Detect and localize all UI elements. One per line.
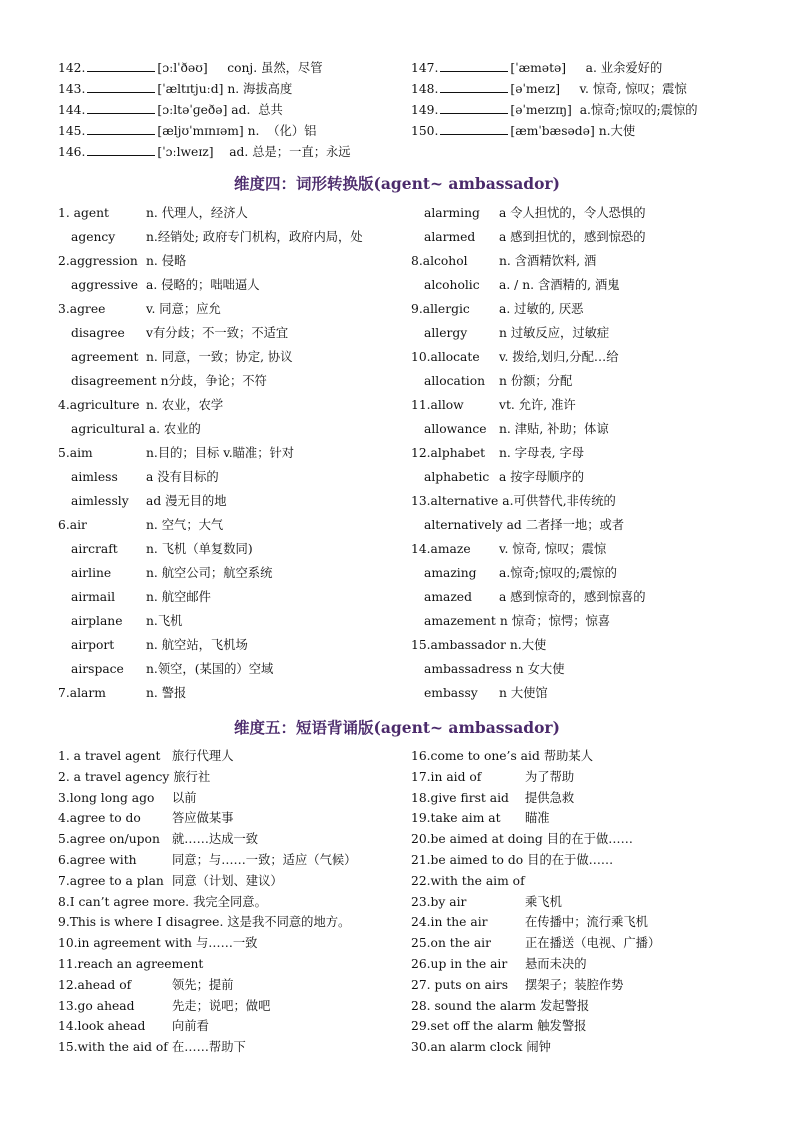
phrase-english: 23.by air [411,894,467,909]
phrase-english: 26.up in the air [411,957,508,971]
word: aggressive [71,278,139,292]
phrase-row [58,957,207,972]
phrase-chinese: 就……达成一致 [172,832,259,847]
phrase-english: 13.go ahead [58,998,135,1013]
word: 6.air [58,518,87,532]
phrase-row [411,999,589,1014]
phrase-english: 9.This is where I disagree. [58,915,224,930]
word: amazing [424,566,477,580]
phrase-english: 16.come to one’s aid [411,749,540,763]
phrase-chinese: 与……一致 [195,936,258,951]
wordform-row [58,446,294,461]
vocab-phonetic: [ɔːlˈðəʊ] [157,61,208,75]
word-definition: a 令人担忧的，令人恐惧的 [499,206,646,220]
phrase-chinese: 我完全同意。 [193,894,267,909]
wordform-row [58,686,186,701]
phrase-row [58,1040,246,1055]
wordform-row [424,374,572,389]
word-definition: a 按字母顺序的 [499,470,585,484]
word: agreement [71,350,139,364]
answer-blank[interactable] [440,123,508,135]
wordform-row [411,638,546,653]
word: 4.agriculture [58,398,140,412]
phrase-row [411,1019,586,1034]
phrase-english: 18.give first aid [411,790,509,805]
phrase-row [411,874,529,889]
word: amazed [424,590,472,604]
word: disagreement [71,374,157,388]
phrase-row [411,749,593,764]
phrase-row [411,853,613,868]
phrase-chinese: 这是我不同意的地方。 [227,915,351,930]
phrase-english: 2. a travel agency [58,769,170,784]
word-definition: a 没有目标的 [146,470,219,484]
phrase-row [58,999,270,1014]
wordform-row [424,230,646,245]
word: alphabetic [424,470,490,484]
word: alarming [424,206,480,220]
section-4-title: 维度四：词形转换版(agent~ ambassador) [234,174,560,193]
word: 8.alcohol [411,254,468,268]
word: aircraft [71,542,118,556]
phrase-english: 17.in aid of [411,769,482,784]
phrase-chinese: 乘飞机 [525,894,562,909]
word: 11.allow [411,398,464,412]
word: airport [71,638,115,652]
vocab-number: 144. [58,103,86,117]
phrase-english: 8.I can’t agree more. [58,894,190,909]
phrase-english: 25.on the air [411,936,491,951]
phrase-row [411,791,574,806]
phrase-chinese: 瞄准 [525,811,550,826]
wordform-row [71,662,273,677]
wordform-row [58,206,248,221]
vocab-item [411,60,662,76]
phrase-chinese: 悬而未决的 [525,957,587,971]
vocab-gloss: ad. 总是；一直；永远 [229,145,351,159]
vocab-phonetic: [ɔːltəˈɡeðə] ad. [157,103,251,117]
vocab-number: 150. [411,124,439,138]
word: 5.aim [58,446,93,460]
word: airmail [71,590,115,604]
word: agency [71,230,116,244]
phrase-english: 20.be aimed at doing [411,832,543,847]
phrase-chinese: 目的在于做…… [527,853,614,867]
answer-blank[interactable] [87,102,155,114]
word-definition: n. 航空站，飞机场 [146,638,248,652]
word-definition: n.大使 [509,638,547,652]
word: embassy [424,686,478,700]
word: 2.aggression [58,254,138,268]
phrase-chinese: 同意（计划、建议） [172,873,283,888]
word: ambassadress [424,662,512,676]
wordform-row [411,302,583,317]
wordform-row [424,326,609,341]
wordform-row [58,398,223,413]
word-definition: n.目的；目标 v.瞄准；针对 [146,446,295,460]
phrase-english: 6.agree with [58,853,137,867]
wordform-row [71,470,219,485]
word: allowance [424,422,487,436]
wordform-row [71,326,288,341]
wordform-row [71,350,293,365]
wordform-row [71,542,253,557]
vocab-phonetic: [æmˈbæsədə] [510,124,595,138]
vocab-phonetic: [əˈmeɪzɪŋ] [510,103,572,117]
word: alcoholic [424,278,480,292]
wordform-row [411,254,596,269]
phrase-chinese: 先走；说吧；做吧 [172,998,271,1013]
vocab-gloss: n.大使 [598,124,636,138]
wordform-row [424,422,609,437]
phrase-chinese: 闹钟 [526,1040,551,1055]
vocab-item [411,81,687,97]
wordform-row [58,302,221,317]
phrase-chinese: 旅行社 [173,769,211,784]
phrase-row [411,957,587,972]
phrase-row [58,895,267,910]
word: aimlessly [71,494,129,508]
vocab-gloss: a.惊奇;惊叹的;震惊的 [579,103,698,117]
wordform-row [424,518,624,533]
word: airline [71,566,112,580]
word: 14.amaze [411,542,471,556]
vocab-phonetic: [ˈæltɪtjuːd] [157,82,224,96]
phrase-english: 11.reach an agreement [58,957,204,971]
vocab-number: 142. [58,61,86,75]
word-definition: ad 漫无目的地 [146,494,227,508]
vocab-number: 149. [411,103,439,117]
word-definition: v. 拨给,划归,分配…给 [499,350,619,364]
phrase-row [411,1040,551,1055]
wordform-row [424,662,565,677]
phrase-english: 27. puts on airs [411,977,509,992]
wordform-row [411,446,584,461]
wordform-row [71,590,211,605]
vocab-number: 148. [411,82,439,96]
word: alternatively [424,518,503,532]
phrase-row [58,770,210,785]
vocab-item [58,123,316,139]
word-definition: n. 空气；大气 [146,518,224,532]
word: allergy [424,326,468,340]
wordform-row [71,374,267,389]
word-definition: n. 津贴, 补助；体谅 [499,422,609,436]
phrase-row [58,811,234,826]
wordform-row [424,206,646,221]
wordform-row [71,494,227,509]
phrase-chinese: 向前看 [172,1019,209,1034]
word: 12.alphabet [411,446,486,460]
phrase-chinese: 摆架子；装腔作势 [525,977,624,992]
phrase-english: 4.agree to do [58,811,141,826]
phrase-english: 19.take aim at [411,811,501,826]
phrase-row [411,936,660,951]
wordform-row [424,590,646,605]
phrase-chinese: 答应做某事 [172,811,234,826]
section-5-title: 维度五：短语背诵版(agent~ ambassador) [234,718,560,737]
phrase-english: 24.in the air [411,915,488,930]
word-definition: a. 农业的 [148,422,201,436]
vocab-item [58,81,292,97]
phrase-english: 7.agree to a plan [58,873,164,888]
word: aimless [71,470,118,484]
wordform-row [71,566,272,581]
word-definition: a 感到担忧的，感到惊恐的 [499,230,646,244]
answer-blank[interactable] [87,123,155,135]
word-definition: n. 警报 [146,686,187,700]
phrase-chinese: 帮助某人 [543,749,594,763]
word-definition: a.可供替代,非传统的 [502,494,616,508]
answer-blank[interactable] [440,60,508,72]
word: 13.alternative [411,494,499,508]
vocab-gloss: n. 海拔高度 [227,82,293,96]
phrase-row [58,936,257,951]
vocab-gloss: 总共 [258,103,283,117]
phrase-chinese: 触发警报 [537,1019,587,1034]
wordform-row [411,494,616,509]
answer-blank[interactable] [87,60,155,72]
word-definition: n.飞机 [146,614,183,628]
word: amazement [424,614,496,628]
word-definition: a.惊奇;惊叹的;震惊的 [499,566,617,580]
phrase-chinese: 为了帮助 [525,769,575,784]
phrase-english: 30.an alarm clock [411,1040,523,1055]
phrase-row [58,915,350,930]
word-definition: a. / n. 含酒精的, 酒鬼 [499,278,620,292]
vocab-item [58,102,283,118]
wordform-row [71,230,363,245]
phrase-chinese: 发起警报 [539,998,590,1013]
phrase-english: 22.with the aim of [411,873,525,888]
phrase-row [411,811,550,826]
vocab-item [411,102,698,118]
phrase-row [411,895,562,910]
answer-blank[interactable] [440,102,508,114]
word-definition: n 惊奇；惊愕；惊喜 [499,614,611,628]
word-definition: v有分歧；不一致；不适宜 [146,326,289,340]
phrase-row [58,874,283,889]
phrase-chinese: 领先；提前 [172,977,234,992]
word-definition: a. 侵略的；咄咄逼人 [146,278,260,292]
vocab-gloss: conj. 虽然，尽管 [227,61,323,75]
word: 1. agent [58,206,109,220]
phrase-row [58,853,356,868]
word: 15.ambassador [411,638,506,652]
vocab-phonetic: [ˈæmətə] [510,61,567,75]
word: alarmed [424,230,476,244]
phrase-english: 12.ahead of [58,977,132,992]
word: 9.allergic [411,302,470,316]
wordform-row [411,398,576,413]
vocab-item [58,144,351,160]
word-definition: n 女大使 [515,662,565,676]
phrase-english: 14.look ahead [58,1019,146,1034]
phrase-chinese: 同意；与……一致；适应（气候） [172,853,357,867]
word-definition: n.领空，(某国的）空域 [146,662,274,676]
wordform-row [424,686,548,701]
phrase-row [58,749,234,764]
phrase-row [411,915,648,930]
word-definition: n. 农业，农学 [146,398,224,412]
word-definition: n 份额；分配 [499,374,573,388]
vocab-item [411,123,635,139]
word-definition: n 过敏反应，过敏症 [499,326,610,340]
phrase-chinese: 旅行代理人 [172,749,234,763]
phrase-chinese: 在……帮助下 [172,1040,246,1055]
word-definition: a. 过敏的, 厌恶 [499,302,584,316]
answer-blank[interactable] [87,144,155,156]
phrase-row [58,1019,209,1034]
word-definition: v. 同意；应允 [146,302,221,316]
phrase-english: 1. a travel agent [58,749,161,763]
vocab-phonetic: [ˈɔːlweɪz] [157,145,214,159]
phrase-row [58,978,234,993]
vocab-gloss: （化）铝 [267,124,317,138]
wordform-row [71,614,182,629]
word-definition: v. 惊奇, 惊叹；震惊 [499,542,607,556]
word: 10.allocate [411,350,480,364]
vocab-gloss: a. 业余爱好的 [585,61,663,75]
phrase-english: 15.with the aid of [58,1040,168,1055]
phrase-row [411,770,574,785]
vocab-phonetic: [æljʊˈmɪnɪəm] n. [157,124,260,138]
phrase-chinese: 在传播中；流行乘飞机 [525,915,648,930]
wordform-row [58,518,223,533]
phrase-english: 5.agree on/upon [58,832,160,847]
word-definition: n. 航空邮件 [146,590,211,604]
word-definition: n.经销处; 政府专门机构，政府内局，处 [146,230,363,244]
phrase-english: 29.set off the alarm [411,1019,534,1034]
phrase-english: 3.long long ago [58,790,155,805]
wordform-row [424,614,610,629]
word: agricultural [71,422,145,436]
word-definition: n. 飞机（单复数同) [146,542,253,556]
word-definition: ad 二者择一地；或者 [506,518,625,532]
wordform-row [58,254,186,269]
word-definition: vt. 允许, 准许 [499,398,576,412]
vocab-item [58,60,323,76]
vocab-number: 146. [58,145,86,159]
vocab-phonetic: [əˈmeɪz] [510,82,560,96]
word-definition: n分歧，争论；不符 [160,374,267,388]
wordform-row [411,542,606,557]
phrase-english: 28. sound the alarm [411,998,536,1013]
vocab-number: 147. [411,61,439,75]
vocab-gloss: v. 惊奇, 惊叹；震惊 [579,82,687,96]
phrase-row [58,791,197,806]
phrase-chinese: 提供急救 [525,790,575,805]
phrase-row [411,832,633,847]
wordform-row [424,566,617,581]
word-definition: n. 字母表, 字母 [499,446,585,460]
phrase-chinese: 以前 [172,790,197,805]
word-definition: a 感到惊奇的，感到惊喜的 [499,590,646,604]
wordform-row [424,278,620,293]
word: 7.alarm [58,686,106,700]
word-definition: n. 含酒精饮料, 酒 [499,254,597,268]
word: airplane [71,614,123,628]
word: allocation [424,374,486,388]
wordform-row [71,278,260,293]
wordform-row [411,350,619,365]
word-definition: n. 代理人，经济人 [146,206,248,220]
wordform-row [71,638,248,653]
answer-blank[interactable] [87,81,155,93]
phrase-english: 21.be aimed to do [411,853,524,867]
word: disagree [71,326,125,340]
phrase-chinese: 目的在于做…… [546,832,633,847]
vocab-number: 143. [58,82,86,96]
phrase-chinese: 正在播送（电视、广播） [525,936,661,951]
wordform-row [71,422,201,437]
vocab-number: 145. [58,124,86,138]
wordform-row [424,470,584,485]
word: 3.agree [58,302,106,316]
phrase-english: 10.in agreement with [58,936,192,951]
word-definition: n. 航空公司；航空系统 [146,566,273,580]
phrase-row [411,978,623,993]
word-definition: n. 侵略 [146,254,187,268]
word-definition: n 大使馆 [499,686,548,700]
word-definition: n. 同意，一致；协定, 协议 [146,350,293,364]
answer-blank[interactable] [440,81,508,93]
phrase-row [58,832,258,847]
word: airspace [71,662,124,676]
